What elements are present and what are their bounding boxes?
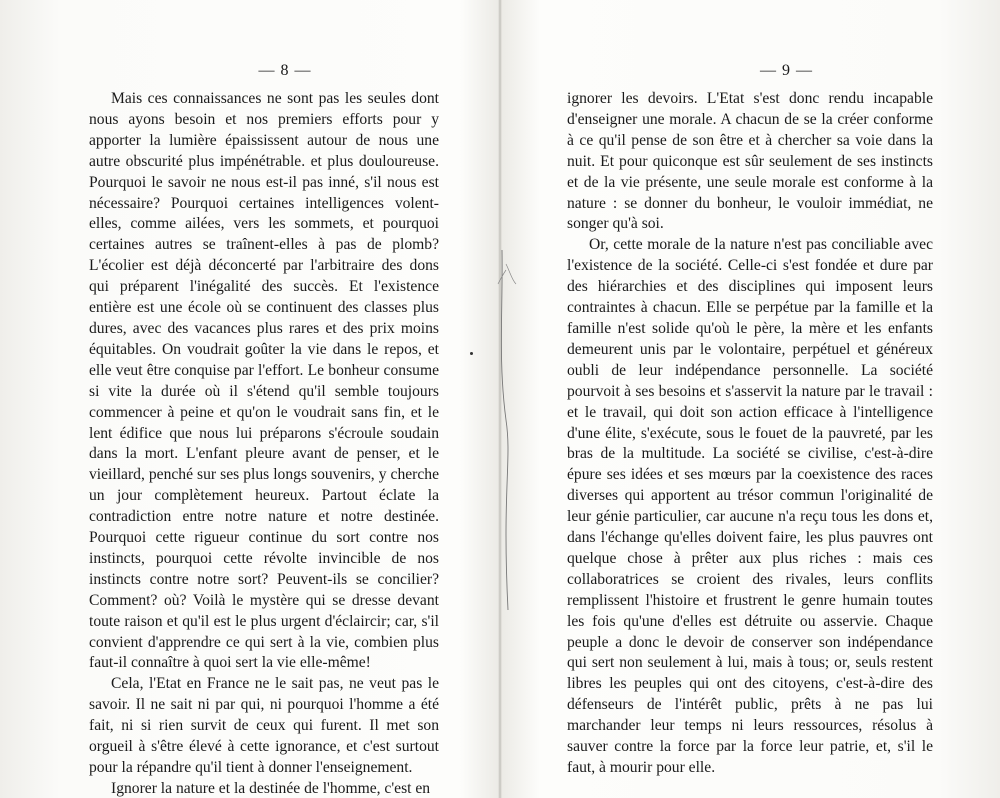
page-body bbox=[567, 89, 933, 779]
paragraph: Ignorer la nature et la destinée de l'homme, c'est en bbox=[111, 779, 431, 797]
continued-paragraph: ignorer les devoirs. L'Etat s'est donc rendu incapable d'enseigner une morale. A chacun de se la créer conforme à ce qu'il pense de son être et à chercher sa voie dans la nuit. Et pour quiconque est sûr seulement de ses instincts et de la vie présente, une seule morale est conforme à la nature : se donner du bonheur, le vouloir immédiat, ne songer qu'à soi. bbox=[567, 90, 933, 233]
page-number: — 8 — bbox=[258, 62, 312, 79]
paragraph: Or, cette morale de la nature n'est pas conciliable avec l'existence de la société. Celle-ci s'est fondée et dure par des hiérarchies et des disciplines qui imposent leurs contraintes à chacun. Elle se perpétue par la famille et la famille n'est solide qu'où le père, la mère et les enfants demeurent unis par le volontaire, perpétuel et généreux oubli de leur indépendance personnelle. La société pourvoit à ses besoins et s'asservit la nature par le travail : et le travail, qui doit son action efficace à l'intelligence d'une élite, s'exécute, sous le fouet de la pauvreté, par les bras de la multitude. La société se civilise, c'est-à-dire épure ses idées et ses mœurs par la coexistence des races diverses qui apportent au trésor commun l'originalité de leur génie particulier, car aucune n'a reçu tous les dons et, dans l'échange qu'elles doivent faire, les plus pauvres ont quelque chose à prêter aux plus riches : mais ces collaboratrices se croient des rivales, leurs conflits remplissent l'histoire et frustrent le genre humain toutes les fois qu'une d'elles est détruite ou asservie. Chaque peuple a donc le devoir de conserver son indépendance qui sert non seulement à lui, mais à tous; or, seuls restent libres les peuples qui ont des citoyens, c'est-à-dire des défenseurs de l'intérêt public, prêts à ne pas lui marchander leur temps ni leurs ressources, résolus à sauver contre la force par la force leur patrie, et, s'il le faut, à mourir pour elle. bbox=[567, 236, 933, 776]
left-page bbox=[0, 0, 498, 798]
paragraph: Cela, l'Etat en France ne le sait pas, ne veut pas le savoir. Il ne sait ni par qui, ni pourquoi l'homme a été fait, ni si rien survit de ceux qui furent. Il met son orgueil à s'être élevé à cette ignorance, et c'est surtout pour la répandre qu'il tient à donner l'enseignement. bbox=[89, 675, 439, 776]
page-body bbox=[89, 89, 439, 798]
paragraph: Mais ces connaissances ne sont pas les seules dont nous ayons besoin et nos premiers efforts pour y apporter la lumière épaississent autour de nous une autre obscurité plus impénétrable. et plus douloureuse. Pourquoi le savoir ne nous est-il pas inné, s'il nous est nécessaire? Pourquoi certaines intelligences volent-elles, comme ailées, vers les sommets, et pourquoi certaines autres se traînent-elles à pas de plomb? L'écolier est déjà déconcerté par l'arbitraire des dons qui préparent l'inégalité des succès. Et l'existence entière est une école où se continuent des classes plus dures, avec des vacances plus rares et des prix moins équitables. On voudrait goûter la vie dans le repos, et elle veut être conquise par l'effort. Le bonheur consume si vite la durée où il s'étend qu'il semble toujours commencer à peine et qu'on le voudrait sans fin, et le lent édifice que nous lui préparons s'écroule soudain dans la mort. L'enfant pleure avant de penser, et le vieillard, penché sur ses plus longs souvenirs, y cherche un jour complètement heureux. Partout éclate la contradiction entre notre nature et notre destinée. Pourquoi cette rigueur continue du sort contre nos instincts, pourquoi cette révolte invincible de nos instincts contre notre sort? Peuvent-ils se concilier? Comment? où? Voilà le mystère qui se dresse devant toute raison et qu'il est le plus urgent d'éclaircir; car, s'il convient d'apprendre ce qui sert à la vie, combien plus faut-il connaître à quoi sert la vie elle-même! bbox=[89, 90, 439, 672]
right-page: — 9 — ignorer les devoirs. L'Etat s'est donc rendu incapable d'enseigner une morale. A chacun de se la créer conforme à ce qu'il pense de son être et à chercher sa voie dans la nuit. Et pour quiconque est sûr seulement de ses instincts et de la vie présente, une seule morale est conforme à la nature : se donner du bonheur, le vouloir immédiat, ne songer qu'à soi. Or, cette morale de la nature n'est pas conciliable avec l'existence de la société. Celle-ci s'est fondée et dure par des hiérarchies et des disciplines qui imposent leurs contraintes à chacun. Elle se perpétue par la famille et la famille n'est solide qu'où le père, la mère et les enfants demeurent unis par le volontaire, perpétuel et généreux oubli de leur indépendance personnelle. La société pourvoit à ses besoins et s'asservit la nature par le travail : et le travail, qui doit son action efficace à l'intelligence d'une élite, s'exécute, sous le fouet de la pauvreté, par les bras de la multitude. La société se civilise, c'est-à-dire épure ses idées et ses mœurs par la coexistence des races diverses qui apportent au trésor commun l'originalité de leur génie particulier, car aucune n'a reçu tous les dons et, dans l'échange qu'elles doivent faire, les plus pauvres ont quelque chose à prêter aux plus riches : mais ces collaboratrices se croient des rivales, leurs conflits remplissent l'histoire et frustrent le genre humain toutes les fois qu'une d'elles est détruite ou asservie. Chaque peuple a donc le devoir de conserver son indépendance qui sert non seulement à lui, mais à tous; or, seuls restent libres les peuples qui ont des citoyens, c'est-à-dire des défenseurs de l'intérêt public, prêts à ne pas lui marchander leur temps ni leurs ressources, résolus à sauver contre la force par la force leur patrie, et, s'il le faut, à mourir pour elle. bbox=[502, 0, 1000, 798]
